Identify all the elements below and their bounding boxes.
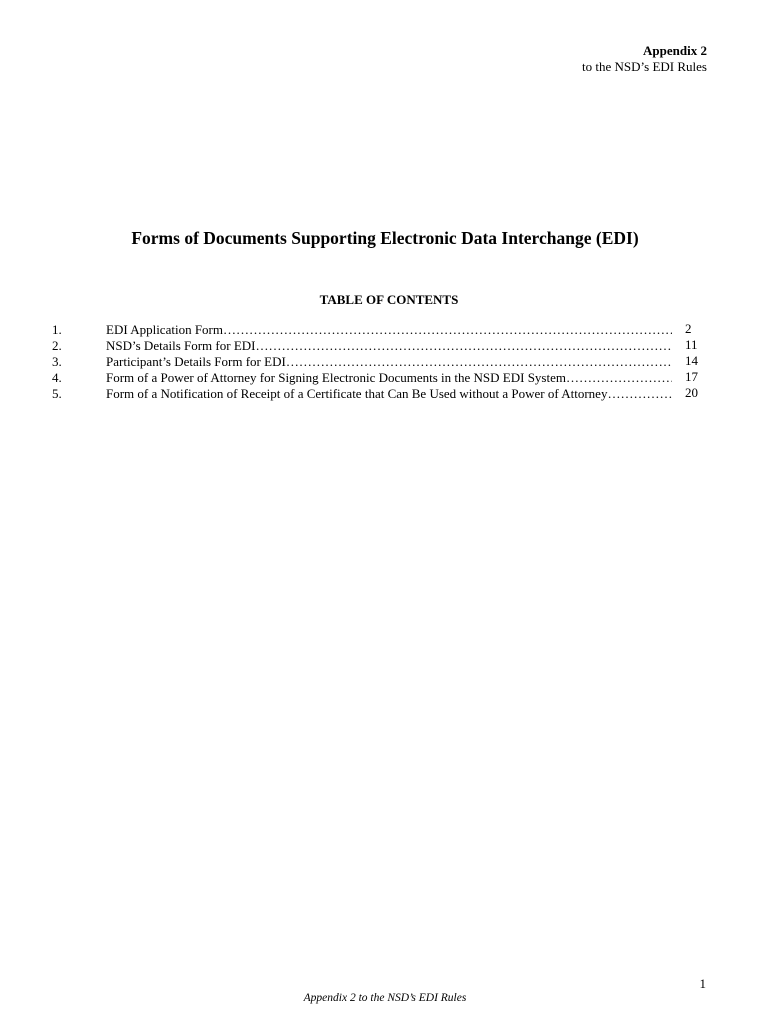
toc-entry-page: 20 [685,385,698,400]
toc-entry[interactable] [52,338,712,354]
toc-entry-title: NSD’s Details Form for EDI …………………………………………………………………………………………………………………………………………………… [106,338,672,354]
table-of-contents [52,322,712,402]
toc-entry-number: 2. [52,338,62,353]
toc-entry-number: 1. [52,322,62,337]
appendix-label: Appendix 2 [643,43,707,58]
page-number: 1 [699,976,706,991]
toc-entry-title: Form of a Power of Attorney for Signing Electronic Documents in the NSD EDI System …………………………………………………………………………………………………………………………………………………… [106,370,672,386]
document-title: Forms of Documents Supporting Electronic Data Interchange (EDI) [131,228,639,248]
appendix-subtitle: to the NSD’s EDI Rules [582,59,707,74]
toc-entry[interactable] [52,386,712,402]
toc-entry-number: 3. [52,354,62,369]
toc-entry-page: 11 [685,337,698,352]
toc-entry-page: 17 [685,369,698,384]
toc-entry-title: Participant’s Details Form for EDI …………………………………………………………………………………………………………………………………………………… [106,354,672,370]
toc-entry-page: 2 [685,321,692,336]
toc-entry[interactable] [52,322,712,338]
page-footer: Appendix 2 to the NSD’s EDI Rules [303,992,467,1004]
toc-entry[interactable] [52,354,712,370]
toc-heading: TABLE OF CONTENTS [319,292,459,307]
toc-entry-title: EDI Application Form …………………………………………………………………………………………………………………………………………………… [106,322,672,338]
toc-entry-number: 4. [52,370,62,385]
toc-entry-title: Form of a Notification of Receipt of a Certificate that Can Be Used without a Power of Attorney …………………………………………………………………………………………………………………………………………………… [106,386,672,402]
toc-entry-number: 5. [52,386,62,401]
toc-entry-page: 14 [685,353,698,368]
toc-entry[interactable] [52,370,712,386]
document-header [582,43,707,75]
